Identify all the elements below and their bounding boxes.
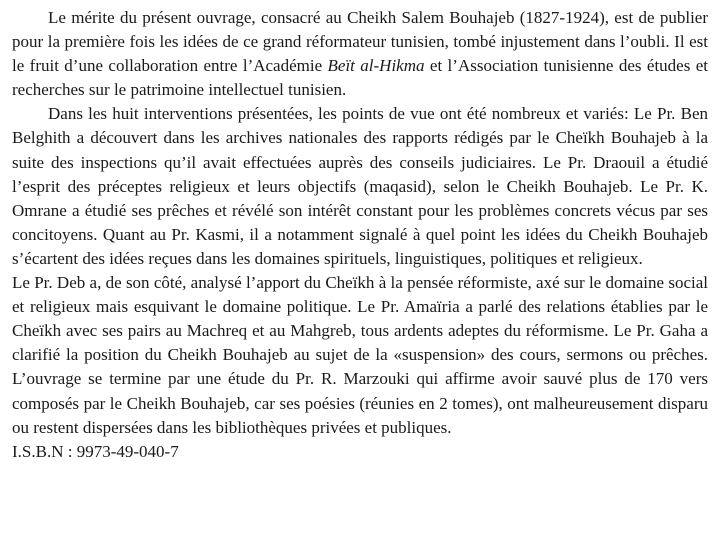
paragraph-conclusion: Le Pr. Deb a, de son côté, analysé l’apport du Cheïkh à la pensée réformiste, axé sur le domaine social et religieux mais esquivant le domaine politique. Le Pr. Amaïria a parlé des relations établies par le Cheïkh avec ses pairs au Machreq et au Mahgreb, tous ardents adeptes du réformisme. Le Pr. Gaha a clarifié la position du Cheikh Bouhajeb au sujet de la «suspension» des cours, sermons ou prêches. L’ouvrage se termine par une étude du Pr. R. Marzouki qui affirme avoir sauvé plus de 170 vers composés par le Cheikh Bouhajeb, car ses poésies (réunies en 2 tomes), ont malheureusement disparu ou restent dispersées dans les bibliothèques privées et publiques. bbox=[12, 273, 708, 437]
isbn-line: I.S.B.N : 9973-49-040-7 bbox=[12, 441, 179, 461]
paragraph-intro bbox=[12, 6, 708, 102]
paragraph-intro-text-end: et l’Association tunisienne des études et recherches sur le patrimoine intellectuel tunisien. bbox=[12, 56, 708, 100]
paragraph-intro-text-start: Le mérite du présent ouvrage, consacré au Cheikh Salem Bouhajeb (1827-1924), est de publier pour la première fois les idées de ce grand réformateur tunisien, tombé injustement dans l’oubli. Il est le fruit d’une collaboration entre l’Académie bbox=[12, 8, 708, 76]
paragraph-interventions: Dans les huit interventions présentées, les points de vue ont été nombreux et variés: Le Pr. Ben Belghith a découvert dans les archives nationales des rapports rédigés par le Cheïkh Bouhajeb à la suite des inspections qu’il avait effectuées auprès des conseils judiciaires. Le Pr. Draouil a étudié l’esprit des préceptes religieux et leurs objectifs (maqasid), selon le Cheikh Bouhajeb. Le Pr. K. Omrane a étudié ses prêches et révélé son intérêt constant pour les problèmes concrets vécus par ses concitoyens. Quant au Pr. Kasmi, il a notamment signalé à quel point les idées du Cheikh Bouhajeb s’écartent des idées reçues dans les domaines spirituels, linguistiques, politiques et religieux. bbox=[12, 104, 708, 268]
institution-name-italic: Beït al-Hikma bbox=[327, 56, 425, 76]
